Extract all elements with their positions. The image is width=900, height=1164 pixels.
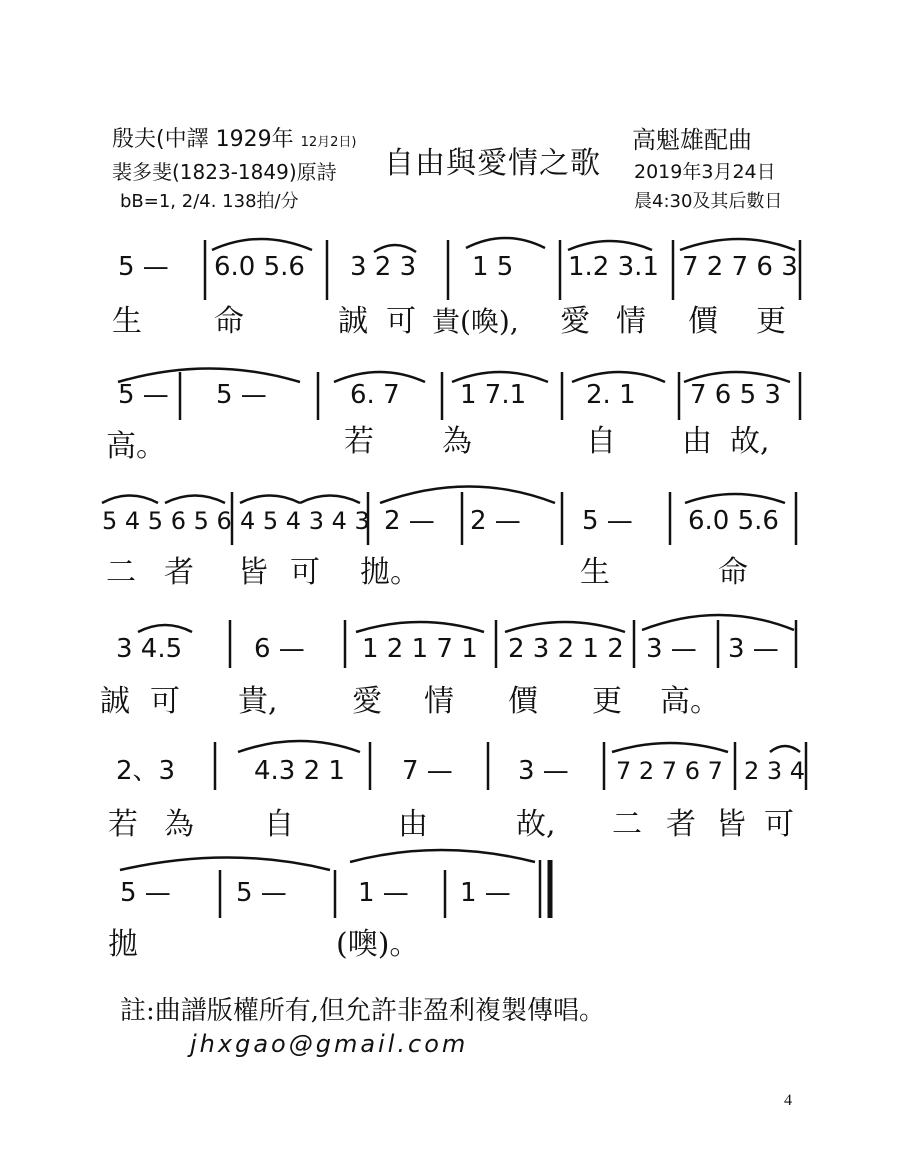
measure: 6 — [254, 634, 305, 664]
lyric: 可 [150, 684, 180, 719]
lyric: 為 [164, 807, 194, 842]
measure: 7 — [402, 756, 453, 786]
lyric: 貴, [238, 684, 278, 719]
lyric: 自 [586, 424, 616, 459]
original-poet-credit: 裴多斐(1823-1849)原詩 [112, 160, 337, 184]
lyric: 生 [580, 555, 610, 590]
measure: 5 — [216, 380, 267, 410]
measure: 3 — [646, 634, 697, 664]
lyric: 自 [264, 807, 294, 842]
lyric: 二 [612, 807, 642, 842]
lyric: 命 [718, 555, 748, 590]
measure: 1 7.1 [460, 380, 527, 410]
lyric: 拋 [108, 927, 138, 962]
measure: 5 — [582, 506, 633, 536]
measure: 5 4 5 6 5 6 [102, 507, 232, 535]
copyright-note: 註:曲譜版權所有,但允許非盈利複製傳唱。 [120, 996, 606, 1026]
lyric: 故, [516, 807, 556, 842]
page-number: 4 [784, 1092, 792, 1109]
measure: 3 — [518, 756, 569, 786]
measure: 6.0 5.6 [214, 252, 305, 282]
composition-date: 2019年3月24日 [634, 161, 776, 183]
translator-credit: 殷夫(中譯 1929年 [112, 127, 294, 152]
lyric: 拋。 [360, 555, 420, 590]
lyric: 更 [756, 304, 786, 339]
lyric: 生 [112, 304, 142, 339]
contact-email: jhxgao@gmail.com [190, 1030, 469, 1058]
lyric: 情 [424, 684, 454, 719]
measure: 1.2 3.1 [568, 252, 659, 282]
measure: 5 — [120, 878, 171, 908]
lyric: 高。 [106, 429, 166, 464]
lyric: 者 [164, 555, 194, 590]
lyric: 價 [688, 304, 718, 339]
measure: 2 3 4 [744, 757, 806, 785]
lyric: 可 [386, 304, 416, 339]
lyric: 若 [344, 424, 374, 459]
lyric: 為 [442, 424, 472, 459]
key-tempo-marking: bB=1, 2/4. 138拍/分 [120, 191, 299, 212]
measure: 2 — [470, 506, 521, 536]
measure: 5 — [118, 380, 169, 410]
measure: 1 — [358, 878, 409, 908]
measure: 3 4.5 [116, 634, 183, 664]
lyric: 可 [764, 807, 794, 842]
lyric: 愛 [352, 684, 382, 719]
lyric: 由 [398, 807, 428, 842]
lyric: 價 [508, 684, 538, 719]
song-title: 自由與愛情之歌 [384, 146, 601, 181]
translation-date: 12月2日) [300, 135, 357, 150]
lyric: 若 [108, 807, 138, 842]
measure: 6. 7 [350, 380, 400, 410]
lyric: 貴(喚), [432, 305, 519, 338]
lyric: 由 [682, 424, 712, 459]
lyric: 故, [730, 424, 770, 459]
lyric: 可 [290, 555, 320, 590]
measure: 1 — [460, 878, 511, 908]
lyric: (噢)。 [336, 927, 420, 962]
measure: 7 2 7 6 3 [682, 252, 798, 282]
measure: 2. 1 [586, 380, 636, 410]
lyric: 皆 [238, 555, 268, 590]
lyric: 皆 [716, 807, 746, 842]
measure: 5 — [118, 252, 169, 282]
lyric: 情 [616, 304, 646, 339]
measure: 4 5 4 3 4 3 [240, 507, 370, 535]
measure: 4.3 2 1 [254, 756, 345, 786]
composer-credit: 高魁雄配曲 [632, 126, 752, 154]
lyric: 誠 [100, 684, 130, 719]
measure: 5 — [236, 878, 287, 908]
measure: 2、3 [116, 756, 176, 786]
measure: 3 — [728, 634, 779, 664]
lyric: 二 [106, 555, 136, 590]
measure: 3 2 3 [350, 252, 417, 282]
lyric: 命 [214, 304, 244, 339]
lyric: 高。 [660, 684, 720, 719]
measure: 1 5 [472, 252, 514, 282]
measure: 2 3 2 1 2 [508, 634, 624, 664]
measure: 1 2 1 7 1 [362, 634, 478, 664]
measure: 7 2 7 6 7 [616, 757, 723, 785]
measure: 2 — [384, 506, 435, 536]
composition-time: 晨4:30及其后數日 [634, 191, 783, 212]
measure: 6.0 5.6 [688, 506, 779, 536]
lyric: 更 [592, 684, 622, 719]
lyric: 愛 [560, 304, 590, 339]
lyric: 者 [666, 807, 696, 842]
measure: 7 6 5 3 [690, 380, 781, 410]
lyric: 誠 [338, 304, 368, 339]
